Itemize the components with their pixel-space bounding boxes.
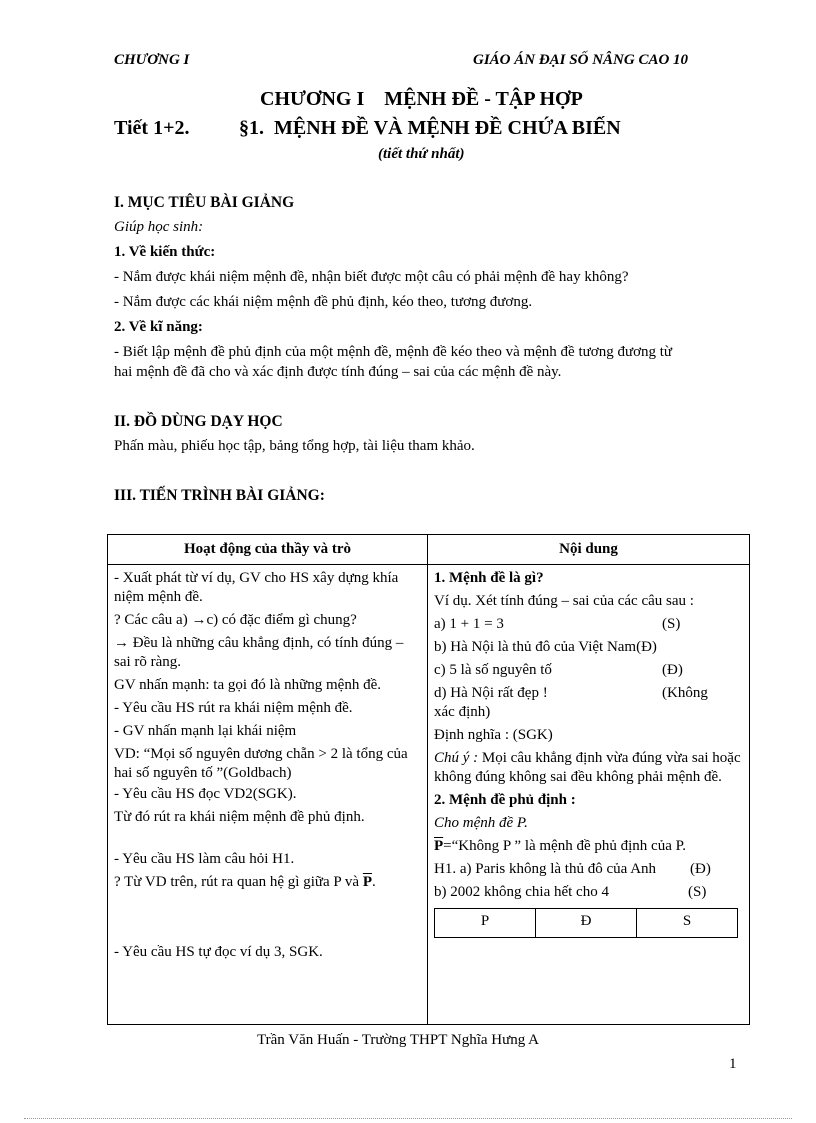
content-line: xác định) [434,704,491,720]
objectives-intro: Giúp học sinh: [114,219,204,235]
lesson-number: Tiết 1+2. [114,117,190,139]
page-number: 1 [729,1056,737,1072]
activity-line [114,873,421,892]
activity-line: - Xuất phát từ ví dụ, GV cho HS xây dựng khía niệm mệnh đề. [114,570,399,605]
content-line [434,860,743,879]
knowledge-item: - Nắm được các khái niệm mệnh đề phủ định, kéo theo, tương đương. [114,294,533,310]
example-answer: (Đ) [662,662,683,678]
truth-table [434,908,738,938]
page-divider [24,1118,792,1119]
section-materials-heading: II. ĐỒ DÙNG DẠY HỌC [114,413,283,430]
example-statement: a) 1 + 1 = 3 [434,616,504,632]
activity-text: c) có đặc điểm gì chung? [206,612,357,628]
activity-text: Đều là những câu khẳng định, có tính đúng – sai rõ ràng. [114,635,404,670]
example-statement: c) 5 là số nguyên tố [434,662,552,678]
knowledge-heading: 1. Về kiến thức: [114,244,216,260]
activity-line: - Yêu cầu HS đọc VD2(SGK). [114,786,297,802]
header-chapter: CHƯƠNG I [114,52,190,68]
content-line: Cho mệnh đề P. [434,815,528,831]
lesson-title: §1. MỆNH ĐỀ VÀ MỆNH ĐỀ CHỨA BIẾN [239,117,621,139]
note-label: Chú ý : [434,750,479,766]
skills-line-2: hai mệnh đề đã cho và xác định được tính đúng – sai của các mệnh đề này. [114,364,562,380]
example-statement: b) 2002 không chia hết cho 4 [434,884,609,900]
content-line [434,615,743,634]
negation-text: =“Không P ” là mệnh đề phủ định của P. [443,838,687,854]
column-header-content: Nội dung [428,535,750,565]
arrow-icon: → [191,612,207,628]
header-book-title: GIÁO ÁN ĐẠI SỐ NÂNG CAO 10 [473,52,689,68]
content-line: b) Hà Nội là thủ đô của Việt Nam(Đ) [434,639,657,655]
example-statement: H1. a) Paris không là thủ đô của Anh [434,861,657,877]
chapter-title: CHƯƠNG I MỆNH ĐỀ - TẬP HỢP [260,88,583,110]
lesson-table [107,534,750,1025]
example-answer: (S) [662,616,681,632]
activity-line [114,611,421,630]
materials-text: Phấn màu, phiếu học tập, bảng tổng hợp, tài liệu tham khảo. [114,438,475,454]
content-line [434,883,743,902]
activity-line: Từ đó rút ra khái niệm mệnh đề phủ định. [114,809,365,825]
skills-heading: 2. Về kĩ năng: [114,319,203,335]
column-header-activities: Hoạt động của thầy và trò [108,535,428,565]
activity-line: GV nhấn mạnh: ta gọi đó là những mệnh đề. [114,677,381,693]
content-line: Định nghĩa : (SGK) [434,727,553,743]
negation-symbol: $\overline{P}$ [434,838,444,854]
activity-text: ? Từ VD trên, rút ra quan hệ gì giữa P và [114,874,363,890]
activity-line: - Yêu cầu HS làm câu hỏi H1. [114,851,295,867]
example-answer: (Không [662,685,708,701]
example-answer: (S) [688,884,707,900]
activity-line: - GV nhấn mạnh lại khái niệm [114,723,297,739]
skills-line-1: - Biết lập mệnh đề phủ định của một mệnh đề, mệnh đề kéo theo và mệnh đề tương đương từ [114,344,673,360]
content-heading: 1. Mệnh đề là gì? [434,570,544,586]
activity-text: . [372,874,376,890]
activity-line: VD: “Mọi số nguyên dương chẵn > 2 là tổng của hai số nguyên tố ”(Goldbach) [114,746,408,781]
activities-cell [108,565,428,1025]
truth-table-cell: S [637,909,738,938]
content-line [434,661,743,680]
section-procedure-heading: III. TIẾN TRÌNH BÀI GIẢNG: [114,487,325,504]
example-statement: d) Hà Nội rất đẹp ! [434,685,548,701]
activity-text: ? Các câu a) [114,612,192,628]
content-line: Ví dụ. Xét tính đúng – sai của các câu sau : [434,593,694,609]
activity-line [114,634,421,672]
activity-line: - Yêu cầu HS rút ra khái niệm mệnh đề. [114,700,353,716]
knowledge-item: - Nắm được khái niệm mệnh đề, nhận biết được một câu có phải mệnh đề hay không? [114,269,629,285]
activity-line: - Yêu cầu HS tự đọc ví dụ 3, SGK. [114,944,323,960]
lesson-subtitle: (tiết thứ nhất) [378,146,465,162]
section-objectives-heading: I. MỤC TIÊU BÀI GIẢNG [114,194,295,211]
note-text: Mọi câu khẳng định vừa đúng vừa sai hoặc không đúng không sai đều không phải mệnh đề. [434,750,741,785]
truth-table-cell: Đ [536,909,637,938]
content-line [434,837,743,856]
arrow-icon: → [114,635,129,651]
footer-author: Trần Văn Huấn - Trường THPT Nghĩa Hưng A [257,1032,539,1048]
content-cell [428,565,750,1025]
negation-symbol: $\overline{P}$ [362,874,373,890]
truth-table-cell: P [435,909,536,938]
content-heading: 2. Mệnh đề phủ định : [434,792,576,808]
example-answer: (Đ) [690,861,711,877]
content-line [434,684,743,703]
content-note [434,749,743,787]
